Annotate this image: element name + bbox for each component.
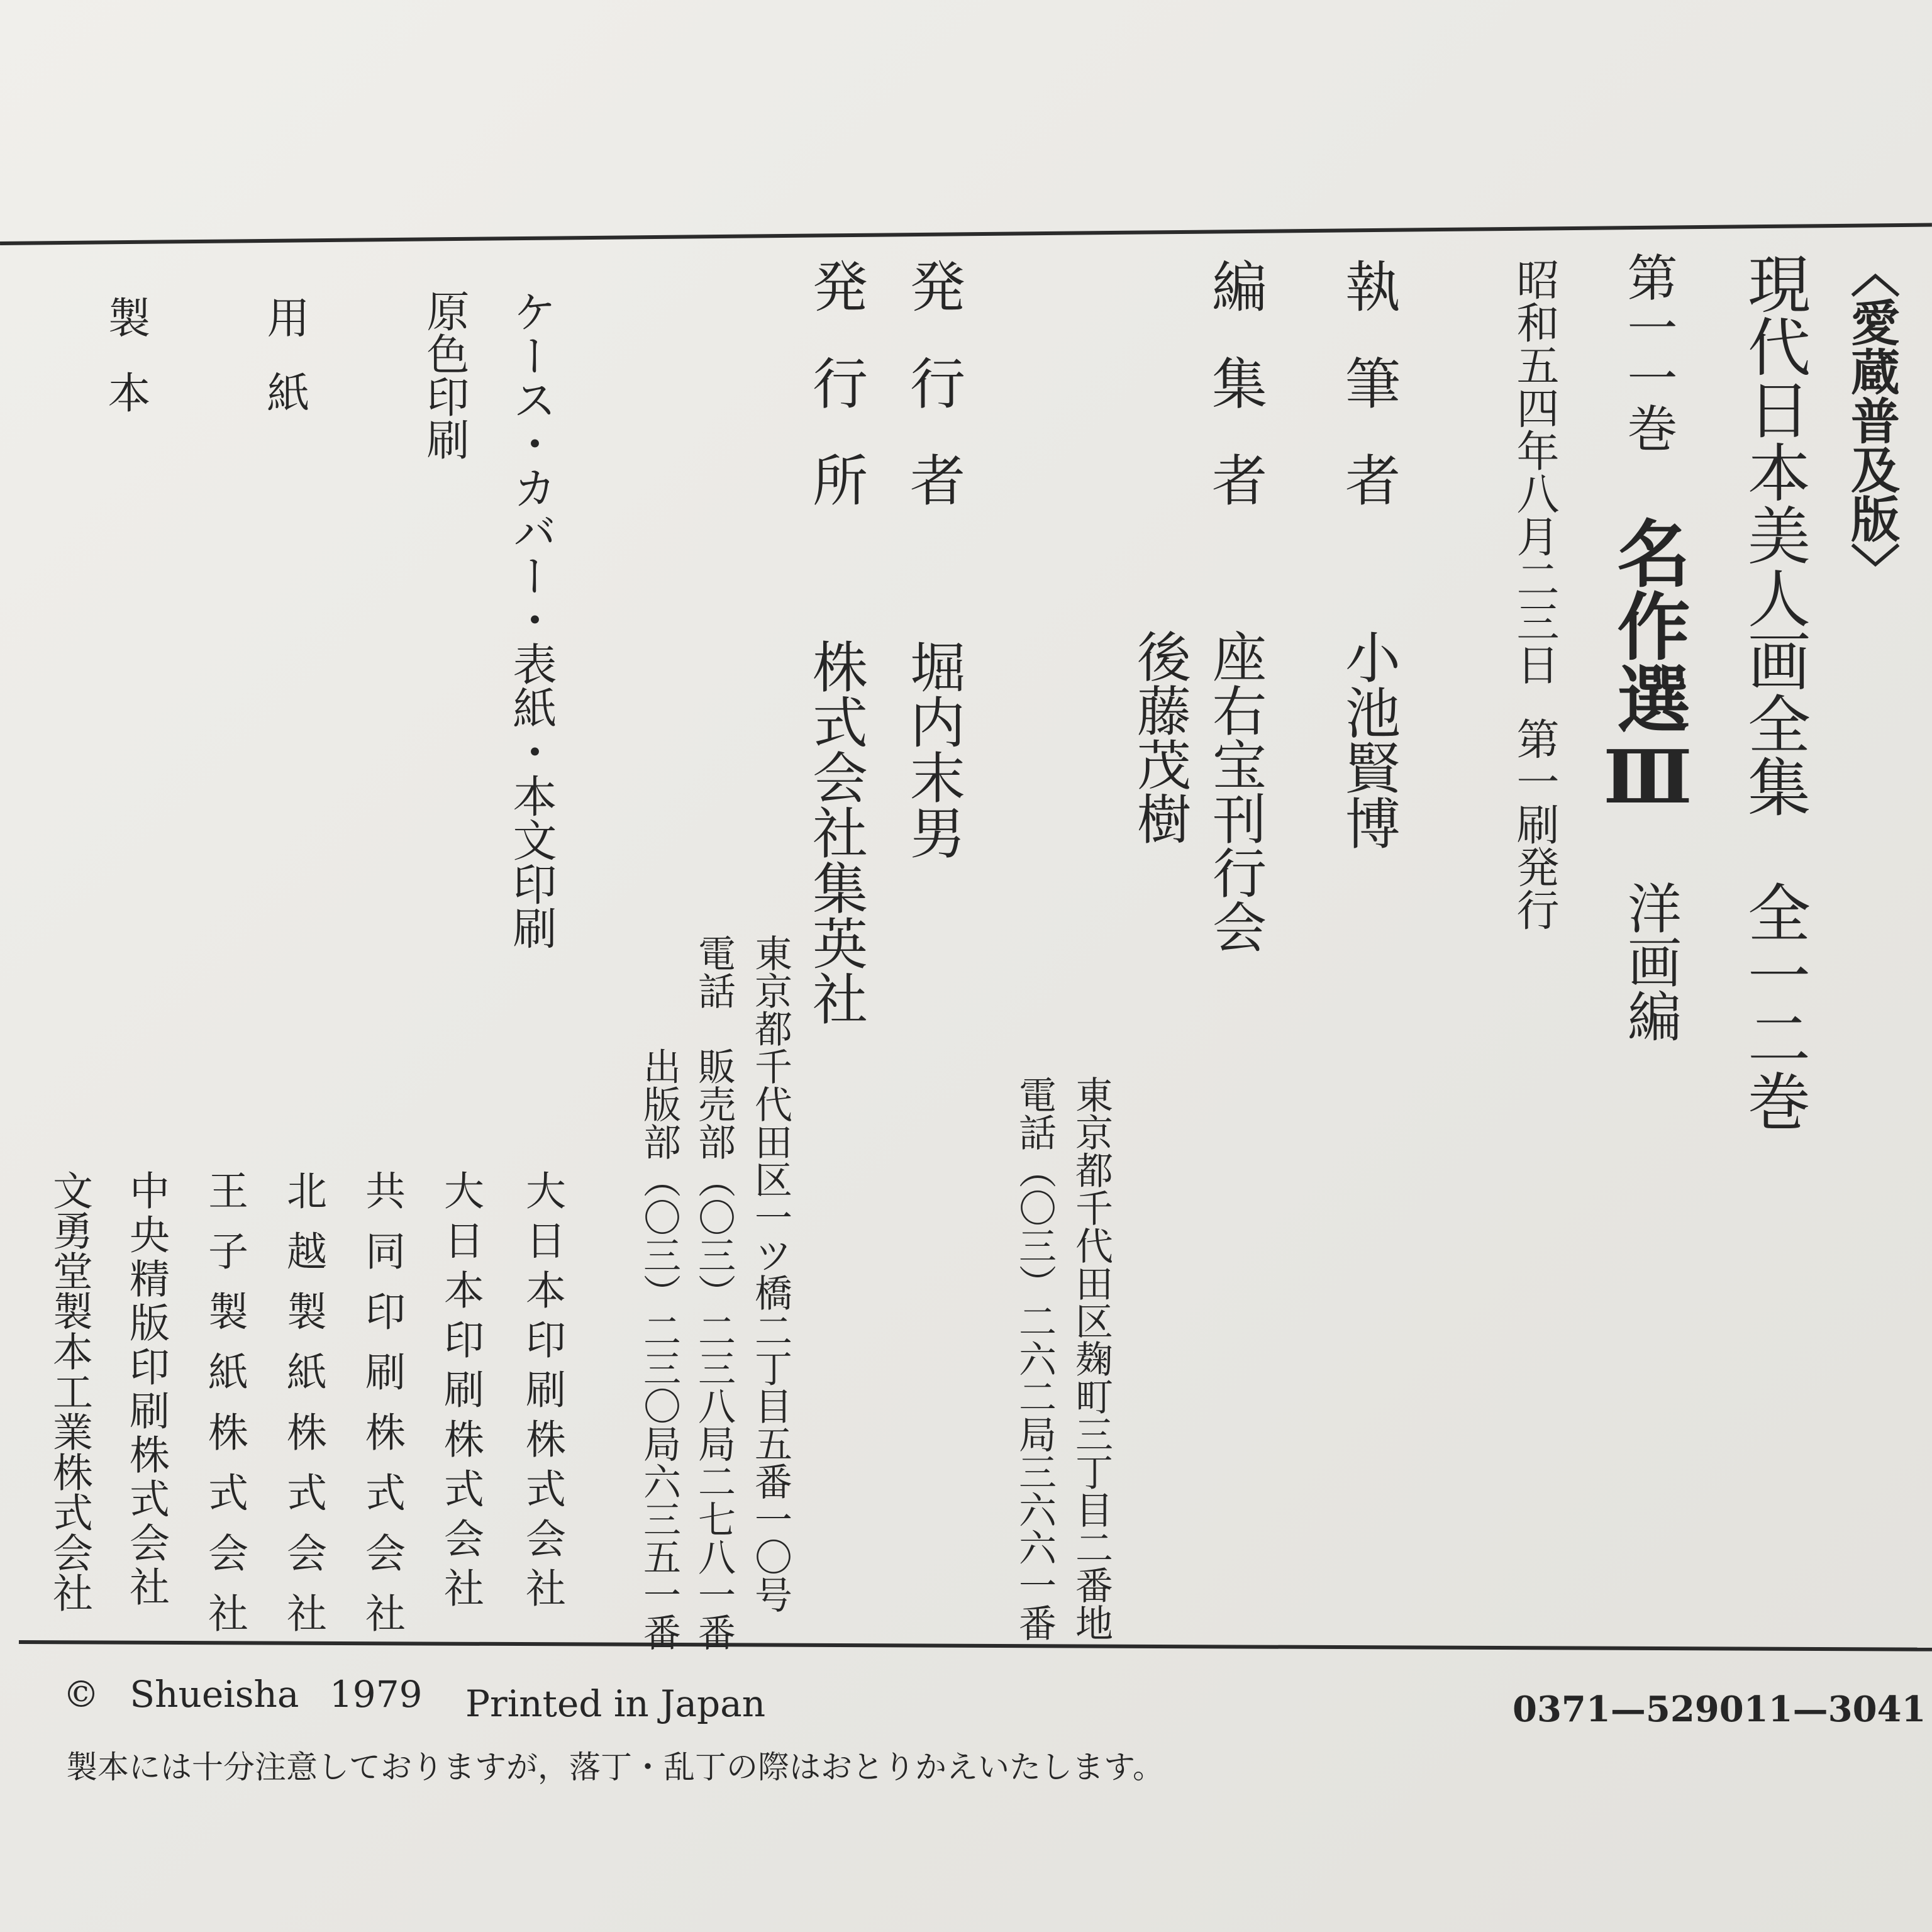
paper-label: 用紙 xyxy=(260,296,309,445)
publisher-name: 堀内末男 xyxy=(901,638,966,860)
author-label: 執筆者 xyxy=(1336,258,1401,548)
publication-date: 昭和五四年八月二三日 xyxy=(1509,258,1559,686)
printed-in: Printed in Japan xyxy=(465,1682,766,1725)
publishing-house-address: 東京都千代田区一ツ橋二丁目五番一〇号 xyxy=(748,934,792,1613)
isbn-code: 0371—529011—3041 xyxy=(1513,1689,1926,1730)
company-3: 共同印刷株式会社 xyxy=(358,1170,405,1653)
company-2: 大日本印刷株式会社 xyxy=(437,1170,484,1617)
company-7: 文勇堂製本工業株式会社 xyxy=(46,1170,92,1613)
printing-color-label: 原色印刷 xyxy=(419,289,469,460)
editor-label: 編集者 xyxy=(1203,258,1268,548)
author-name: 小池賢博 xyxy=(1336,629,1401,850)
phone-sales: 電話 販売部（〇三）二三八局二七八一番 xyxy=(692,934,736,1651)
company-5: 王子製紙株式会社 xyxy=(201,1170,248,1653)
series-title: 現代日本美人画全集 xyxy=(1737,252,1811,818)
company-1: 大日本印刷株式会社 xyxy=(519,1170,565,1617)
volume-title: 名作選Ⅲ xyxy=(1605,516,1690,820)
publishing-house-name: 株式会社集英社 xyxy=(804,638,869,1026)
volume-number: 第一一巻 xyxy=(1619,252,1677,453)
printing-case-label: ケース・カバー・表紙・本文印刷 xyxy=(506,289,557,950)
phone-publishing: 出版部（〇三）二三〇局六三五一番 xyxy=(637,1047,681,1651)
notice: 製本には十分注意しておりますが，落丁・乱丁の際はおとりかえいたします。 xyxy=(66,1749,1164,1785)
series-total: 全一二巻 xyxy=(1737,880,1811,1132)
edition-tag: 〈愛蔵普及版〉 xyxy=(1843,248,1900,592)
top-rule xyxy=(0,223,1932,245)
copyright: © Shueisha 1979 xyxy=(63,1673,423,1716)
editor-phone: 電話（〇三）二六二局三六六一番 xyxy=(1013,1075,1057,1641)
company-6: 中央精版印刷株式会社 xyxy=(123,1170,169,1610)
publisher-label: 発行者 xyxy=(901,258,966,548)
publishing-house-label: 発行所 xyxy=(804,258,869,548)
binding-label: 製本 xyxy=(101,296,150,445)
editor-address: 東京都千代田区麹町三丁目二番地 xyxy=(1069,1075,1113,1641)
editor-name-2: 後藤茂樹 xyxy=(1128,629,1191,845)
volume-subtitle: 洋画編 xyxy=(1618,880,1681,1043)
company-4: 北越製紙株式会社 xyxy=(280,1170,326,1653)
editor-name-1: 座右宝刊行会 xyxy=(1203,629,1266,953)
print-edition: 第一刷発行 xyxy=(1509,717,1559,931)
